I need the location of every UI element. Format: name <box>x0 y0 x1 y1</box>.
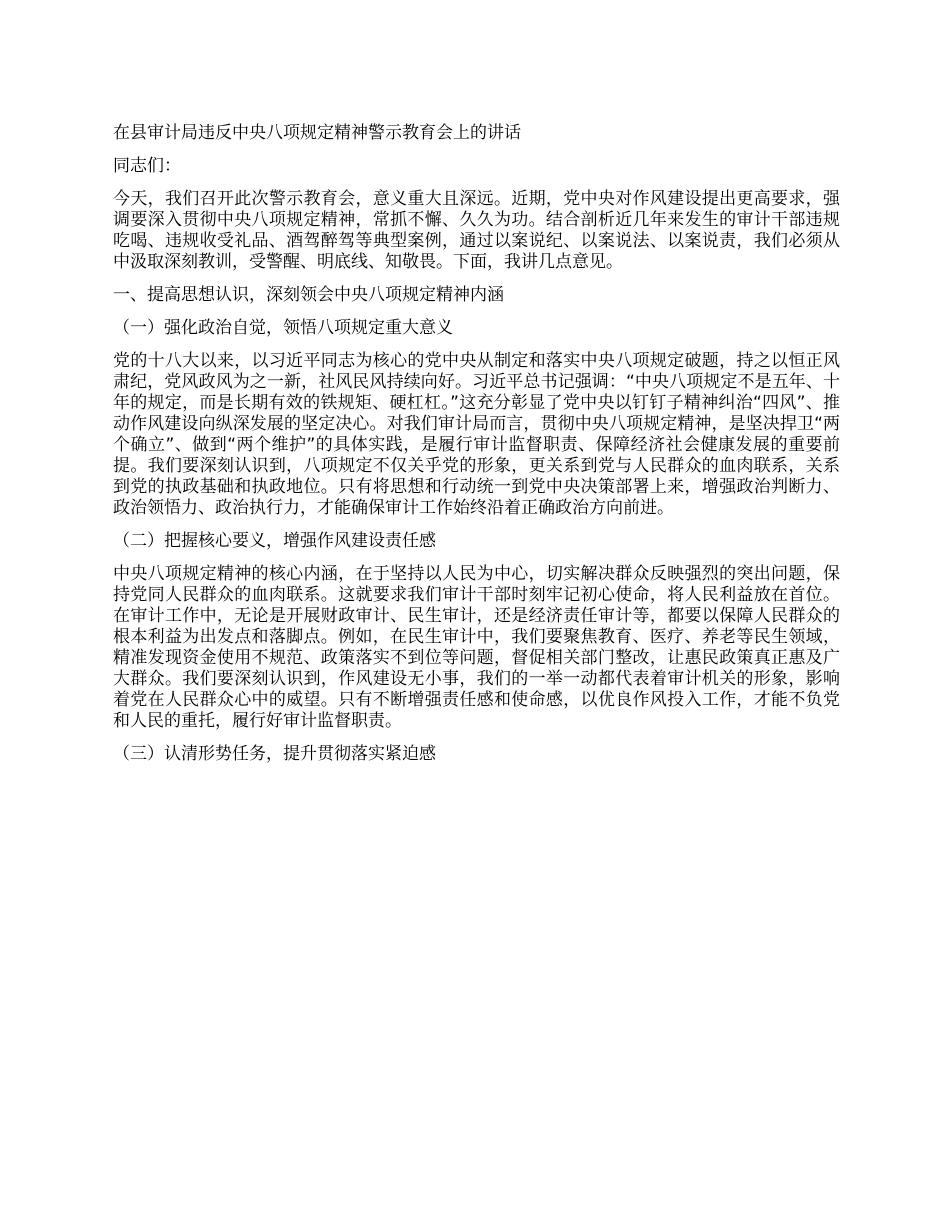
subsection-body-2: 中央八项规定精神的核心内涵，在于坚持以人民为中心，切实解决群众反映强烈的突出问题，保持党同人民群众的血肉联系。这就要求我们审计干部时刻牢记初心使命，将人民利益放在首位。在审计工作中，无论是开展财政审计、民生审计，还是经济责任审计等，都要以保障人民群众的根本利益为出发点和落脚点。例如，在民生审计中，我们要聚焦教育、医疗、养老等民生领域，精准发现资金使用不规范、政策落实不到位等问题，督促相关部门整改，让惠民政策真正惠及广大群众。我们要深刻认识到，作风建设无小事，我们的一举一动都代表着审计机关的形象，影响着党在人民群众心中的威望。只有不断增强责任感和使命感，以优良作风投入工作，才能不负党和人民的重托，履行好审计监督职责。 <box>113 564 840 731</box>
document-title: 在县审计局违反中央八项规定精神警示教育会上的讲话 <box>113 123 521 143</box>
subsection-heading-2: （二）把握核心要义，增强作风建设责任感 <box>113 531 436 551</box>
subsection-heading-3: （三）认清形势任务，提升贯彻落实紧迫感 <box>113 744 436 764</box>
document-page <box>113 123 840 777</box>
subsection-heading-1: （一）强化政治自觉，领悟八项规定重大意义 <box>113 318 453 338</box>
section-heading-1: 一、提高思想认识，深刻领会中央八项规定精神内涵 <box>113 285 504 305</box>
salutation: 同志们： <box>113 156 181 176</box>
intro-paragraph: 今天，我们召开此次警示教育会，意义重大且深远。近期，党中央对作风建设提出更高要求，强调要深入贯彻中央八项规定精神，常抓不懈、久久为功。结合剖析近几年来发生的审计干部违规吃喝、违规收受礼品、酒驾醉驾等典型案例，通过以案说纪、以案说法、以案说责，我们必须从中汲取深刻教训，受警醒、明底线、知敬畏。下面，我讲几点意见。 <box>113 189 840 272</box>
subsection-body-1: 党的十八大以来，以习近平同志为核心的党中央从制定和落实中央八项规定破题，持之以恒正风肃纪，党风政风为之一新，社风民风持续向好。习近平总书记强调：“中央八项规定不是五年、十年的规定，而是长期有效的铁规矩、硬杠杠。”这充分彰显了党中央以钉钉子精神纠治“四风”、推动作风建设向纵深发展的坚定决心。对我们审计局而言，贯彻中央八项规定精神，是坚决捍卫“两个确立”、做到“两个维护”的具体实践，是履行审计监督职责、保障经济社会健康发展的重要前提。我们要深刻认识到，八项规定不仅关乎党的形象，更关系到党与人民群众的血肉联系，关系到党的执政基础和执政地位。只有将思想和行动统一到党中央决策部署上来，增强政治判断力、政治领悟力、政治执行力，才能确保审计工作始终沿着正确政治方向前进。 <box>113 351 840 518</box>
